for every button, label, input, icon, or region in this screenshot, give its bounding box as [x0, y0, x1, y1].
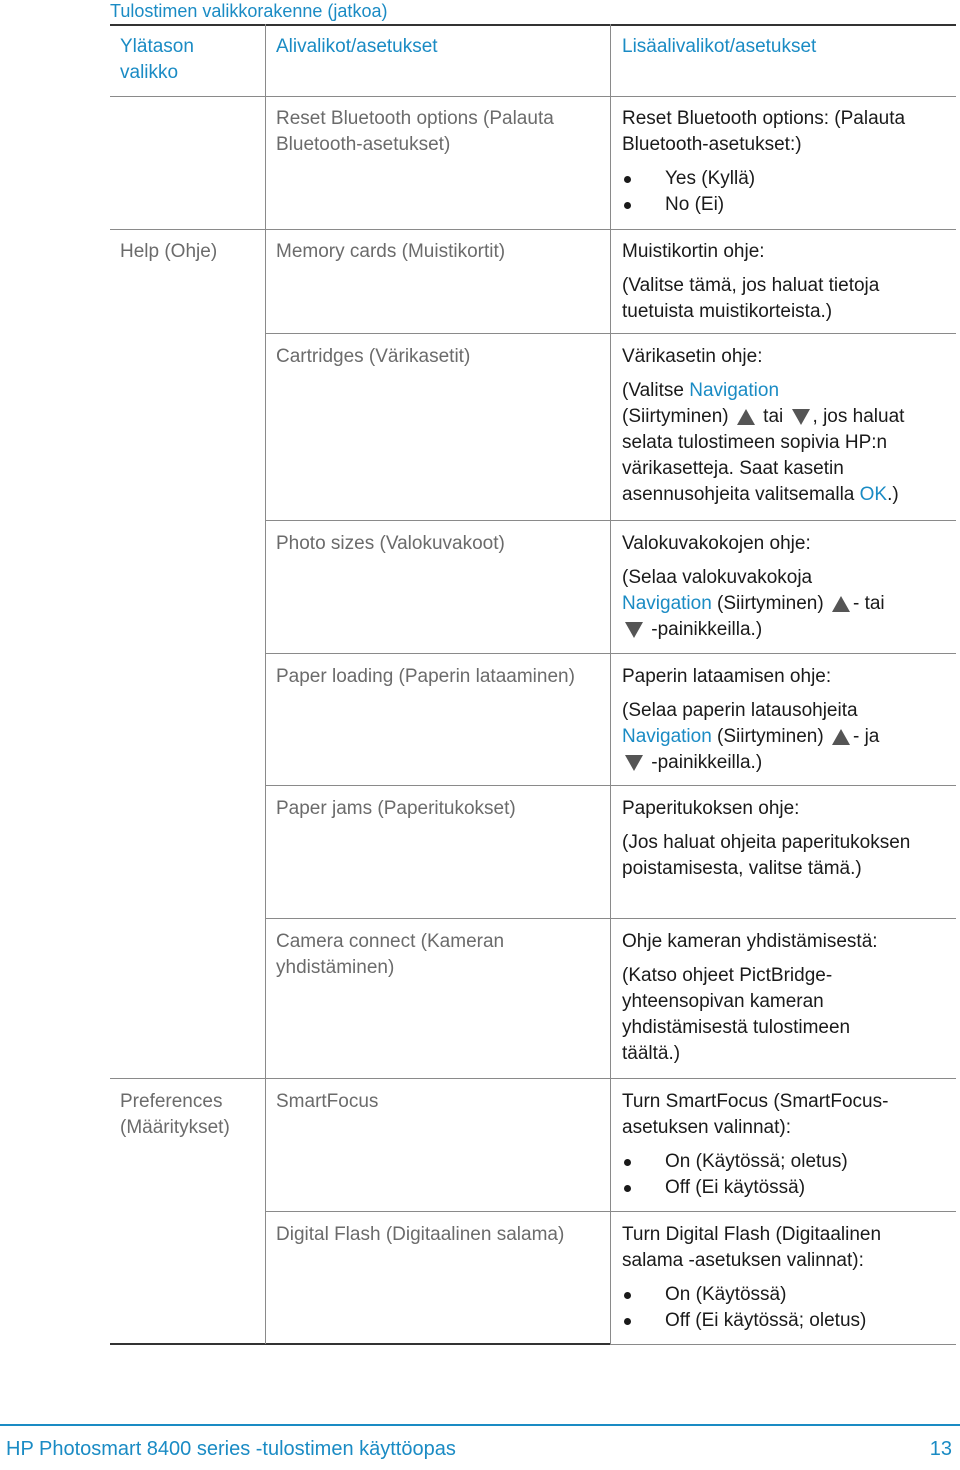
arrow-up-icon [737, 409, 755, 425]
detail-title: Paperin lataamisen ohje: [622, 666, 832, 687]
arrow-up-icon [832, 596, 850, 612]
table-caption: Tulostimen valikkorakenne (jatkoa) [110, 1, 388, 21]
text-part: (Selaa paperin latausohjeita [622, 700, 858, 721]
option-on: On (Käytössä; oletus) [622, 1149, 947, 1175]
detail-photo-sizes [622, 531, 947, 643]
header-top-menu-line1: Ylätason [120, 36, 194, 57]
table-top-rule [110, 24, 956, 26]
text-part: (Siirtyminen) [622, 406, 734, 427]
submenu-cartridges: Cartridges (Värikasetit) [276, 346, 471, 367]
detail-title: Ohje kameran yhdistämisestä: [622, 931, 878, 952]
detail-smartfocus [622, 1089, 947, 1201]
submenu-reset-bluetooth: Reset Bluetooth options (Palauta Bluetooth-asetukset) [276, 108, 554, 155]
submenu-smartfocus: SmartFocus [276, 1091, 379, 1112]
detail-camera-connect [622, 929, 947, 1067]
text-part: .) [887, 484, 899, 505]
detail-title: Muistikortin ohje: [622, 241, 765, 262]
header-additional: Lisäalivalikot/asetukset [622, 36, 817, 57]
row-divider [110, 1078, 956, 1079]
header-top-menu [120, 34, 260, 86]
detail-text [622, 698, 947, 776]
submenu-camera-connect: Camera connect (Kameran yhdistäminen) [276, 931, 505, 978]
arrow-down-icon [792, 409, 810, 425]
detail-title: Valokuvakokojen ohje: [622, 533, 811, 554]
detail-title: Värikasetin ohje: [622, 346, 763, 367]
detail-title: Paperitukoksen ohje: [622, 798, 800, 819]
footer-title: HP Photosmart 8400 series -tulostimen käyttöopas [6, 1438, 456, 1460]
text-part: -painikkeilla.) [646, 752, 763, 773]
text-part: -painikkeilla.) [646, 619, 763, 640]
arrow-down-icon [625, 622, 643, 638]
detail-digital-flash [622, 1222, 947, 1334]
arrow-up-icon [832, 729, 850, 745]
option-off: Off (Ei käytössä) [622, 1175, 947, 1201]
option-yes: Yes (Kyllä) [622, 166, 947, 192]
detail-reset-bluetooth [622, 106, 947, 218]
column-divider [265, 24, 266, 1344]
text-part: (Siirtyminen) [711, 726, 829, 747]
text-part: , jos haluat selata tulostimeen sopivia HP:n värikasetteja. Saat kasetin asennusohjeita valitsemalla [622, 406, 905, 505]
header-top-menu-line2: valikko [120, 62, 179, 83]
top-menu-help: Help (Ohje) [120, 241, 218, 262]
detail-title: Reset Bluetooth options: (Palauta Bluetooth-asetukset:) [622, 108, 906, 155]
detail-text: (Jos haluat ohjeita paperitukoksen poistamisesta, valitse tämä.) [622, 832, 911, 879]
page-footer [0, 1424, 960, 1470]
detail-paper-loading [622, 664, 947, 776]
option-no: No (Ei) [622, 192, 947, 218]
navigation-button-label: Navigation [622, 593, 712, 614]
submenu-paper-jams: Paper jams (Paperitukokset) [276, 798, 516, 819]
page-number: 13 [929, 1438, 952, 1460]
detail-text [622, 565, 947, 643]
text-part: tai [757, 406, 789, 427]
column-divider [610, 24, 611, 1344]
submenu-photo-sizes: Photo sizes (Valokuvakoot) [276, 533, 505, 554]
detail-paper-jams [622, 796, 947, 882]
table-bottom-rule [110, 1343, 610, 1345]
text-part: (Selaa valokuvakokoja [622, 567, 813, 588]
option-on: On (Käytössä) [622, 1282, 947, 1308]
detail-title: Turn Digital Flash (Digitaalinen salama -asetuksen valinnat): [622, 1224, 882, 1271]
detail-title: Turn SmartFocus (SmartFocus-asetuksen valinnat): [622, 1091, 889, 1138]
row-divider [110, 229, 956, 230]
option-off: Off (Ei käytössä; oletus) [622, 1308, 947, 1334]
header-submenu: Alivalikot/asetukset [276, 36, 438, 57]
navigation-button-label: Navigation [689, 380, 780, 401]
top-menu-preferences: Preferences (Määritykset) [120, 1091, 230, 1138]
text-part: - ja [852, 726, 880, 747]
detail-cartridges [622, 344, 947, 508]
text-part: (Valitse [622, 380, 690, 401]
arrow-down-icon [625, 755, 643, 771]
detail-text: (Katso ohjeet PictBridge-yhteensopivan kameran yhdistämisestä tulostimeen täältä.) [622, 965, 851, 1064]
text-part: - tai [852, 593, 885, 614]
submenu-memory-cards: Memory cards (Muistikortit) [276, 241, 506, 262]
table-bottom-rule [610, 1344, 956, 1345]
detail-text [622, 378, 947, 508]
ok-button-label: OK [859, 484, 888, 505]
submenu-digital-flash: Digital Flash (Digitaalinen salama) [276, 1224, 565, 1245]
text-part: (Siirtyminen) [711, 593, 829, 614]
navigation-button-label: Navigation [622, 726, 712, 747]
submenu-paper-loading: Paper loading (Paperin lataaminen) [276, 666, 575, 687]
detail-memory-cards [622, 239, 947, 325]
detail-text: (Valitse tämä, jos haluat tietoja tuetuista muistikorteista.) [622, 275, 880, 322]
row-divider [110, 96, 956, 97]
